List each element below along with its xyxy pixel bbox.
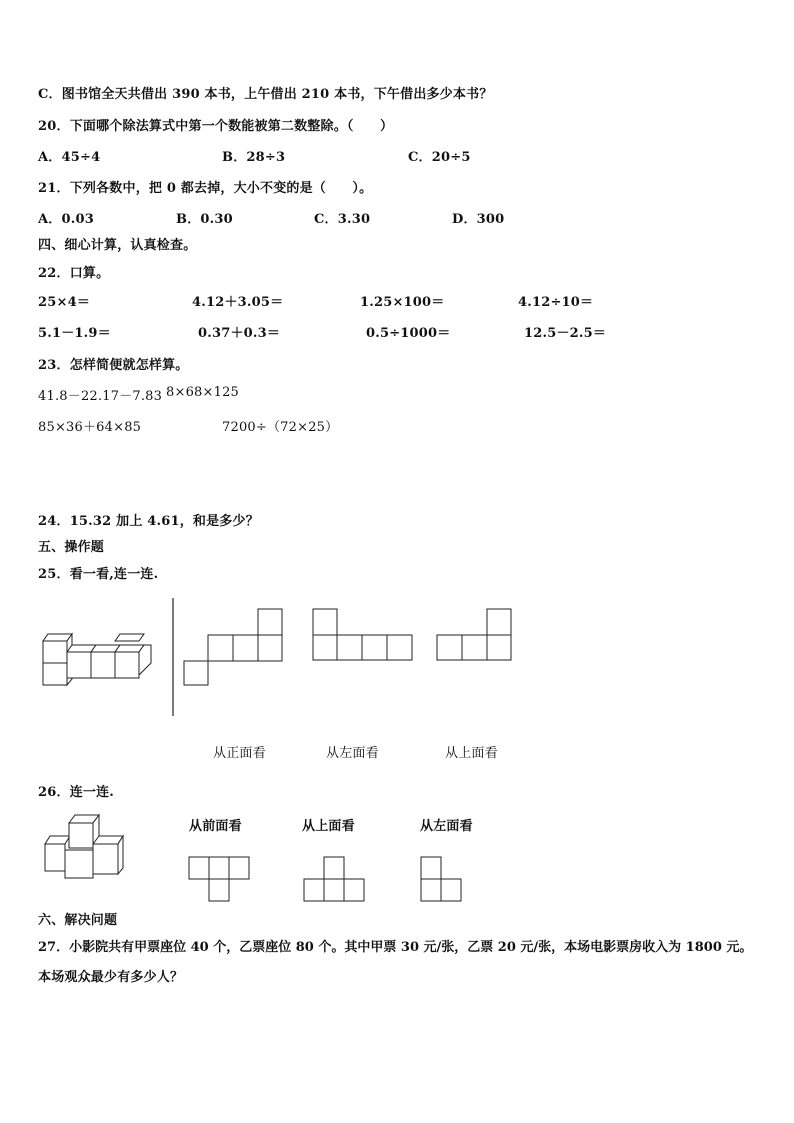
q25-label: 从正面看 xyxy=(213,746,266,761)
q20-option-a: A．45÷4 xyxy=(38,150,101,165)
q27-text-line-1: 27．小影院共有甲票座位 40 个，乙票座位 80 个。其中甲票 30 元/张，乙票 20 元/张，本场电影票房收入为 1800 元。 xyxy=(38,940,753,955)
q25-label: 从上面看 xyxy=(445,746,498,761)
section-5-heading: 五、操作题 xyxy=(38,540,105,555)
q22-item: 12.5－2.5＝ xyxy=(524,326,607,341)
q26-view-left xyxy=(421,857,461,901)
q25-label: 从左面看 xyxy=(326,746,379,761)
q22-item: 25×4＝ xyxy=(38,295,91,310)
q24-stem: 24．15.32 加上 4.61，和是多少？ xyxy=(38,514,259,529)
q22-stem: 22．口算。 xyxy=(38,266,110,281)
q25-view-3 xyxy=(437,609,511,660)
q22-item: 0.37＋0.3＝ xyxy=(198,326,281,341)
q20-option-c: C．20÷5 xyxy=(408,150,471,165)
q25-view-2 xyxy=(313,609,412,660)
q21-option-a: A．0.03 xyxy=(38,212,94,227)
q26-label: 从前面看 xyxy=(189,819,242,834)
q23-stem: 23．怎样简便就怎样算。 xyxy=(38,358,189,373)
q25-stem: 25．看一看,连一连. xyxy=(38,567,159,582)
q23-item: 7200÷（72×25） xyxy=(222,420,339,435)
q23-item: 85×36＋64×85 xyxy=(38,420,142,435)
q21-stem: 21．下列各数中，把 0 都去掉，大小不变的是（ ）。 xyxy=(38,181,373,196)
q21-option-c: C．3.30 xyxy=(314,212,371,227)
section-4-heading: 四、细心计算，认真检查。 xyxy=(38,238,197,253)
q22-item: 0.5÷1000＝ xyxy=(366,326,451,341)
q23-item: 41.8－22.17－7.83 xyxy=(38,389,163,404)
q21-option-b: B．0.30 xyxy=(176,212,233,227)
q22-item: 1.25×100＝ xyxy=(360,295,445,310)
section-6-heading: 六、解决问题 xyxy=(38,913,118,928)
q25-view-1 xyxy=(184,609,282,685)
q22-item: 5.1－1.9＝ xyxy=(38,326,111,341)
q25-cube-model xyxy=(43,634,151,685)
q22-item: 4.12÷10＝ xyxy=(518,295,594,310)
q26-label: 从上面看 xyxy=(302,819,355,834)
q19-option-c: C．图书馆全天共借出 390 本书，上午借出 210 本书，下午借出多少本书？ xyxy=(38,87,493,102)
q22-item: 4.12＋3.05＝ xyxy=(192,295,284,310)
q26-label: 从左面看 xyxy=(420,819,473,834)
q20-option-b: B．28÷3 xyxy=(222,150,286,165)
q23-item: 8×68×125 xyxy=(166,385,240,400)
q20-stem: 20．下面哪个除法算式中第一个数能被第二数整除。（ ） xyxy=(38,119,394,134)
q26-view-top xyxy=(304,857,364,901)
q26-cube-model xyxy=(45,815,123,878)
q26-view-front xyxy=(189,857,249,901)
q26-stem: 26．连一连. xyxy=(38,785,115,800)
q21-option-d: D．300 xyxy=(452,212,505,227)
q27-text-line-2: 本场观众最少有多少人？ xyxy=(38,970,184,985)
